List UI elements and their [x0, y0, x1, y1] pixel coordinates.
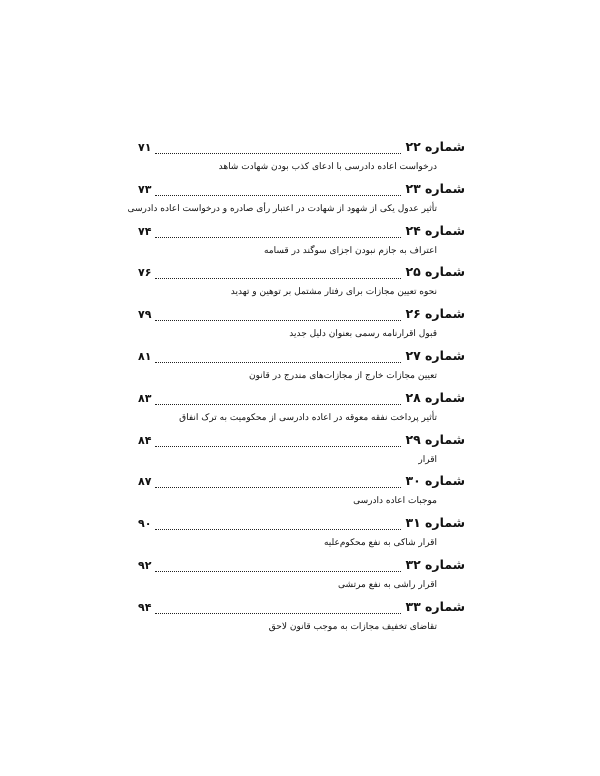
toc-entry[interactable] — [127, 180, 465, 223]
toc-entry[interactable] — [138, 223, 465, 265]
entry-number: شماره ۳۱ — [405, 515, 465, 531]
entry-number: شماره ۲۹ — [405, 431, 465, 447]
page-number: ۷۹ — [138, 308, 152, 322]
page-number: ۷۱ — [138, 141, 152, 154]
page-number: ۷۳ — [138, 182, 152, 196]
entry-title: اقرار راشی به نفع مرتشی — [338, 579, 437, 590]
entry-number: شماره ۲۸ — [405, 389, 465, 405]
page-number: ۹۰ — [138, 517, 152, 531]
toc-entry[interactable] — [138, 306, 465, 348]
dot-leader — [155, 529, 401, 530]
dot-leader — [155, 404, 401, 405]
entry-number: شماره ۲۵ — [405, 264, 465, 280]
entry-title: اقرار — [418, 454, 437, 465]
page-number: ۷۴ — [138, 224, 152, 238]
entry-number: شماره ۳۲ — [405, 556, 465, 572]
dot-leader — [155, 362, 401, 363]
page-number: ۷۶ — [138, 266, 152, 280]
entry-number: شماره ۲۶ — [405, 306, 465, 322]
page-number: ۸۴ — [138, 433, 152, 447]
entry-number: شماره ۳۰ — [405, 473, 465, 489]
entry-number: شماره ۲۳ — [405, 180, 465, 196]
entry-title: درخواست اعاده دادرسی با ادعای کذب بودن شهادت شاهد — [218, 162, 437, 172]
entry-title: تأثیر پرداخت نفقه معوقه در اعاده دادرسی از محکومیت به ترک انفاق — [179, 412, 437, 423]
toc-entry[interactable] — [138, 432, 465, 474]
dot-leader — [155, 195, 401, 196]
entry-title: موجبات اعاده دادرسی — [353, 496, 437, 507]
page-number: ۹۲ — [138, 558, 152, 572]
entry-title: تعیین مجازات خارج از مجازات‌های مندرج در قانون — [249, 370, 437, 381]
dot-leader — [155, 446, 401, 447]
entry-title: قبول اقرارنامه رسمی بعنوان دلیل جدید — [289, 329, 437, 340]
entry-number: شماره ۲۷ — [405, 347, 465, 363]
entry-title: نحوه تعیین مجازات برای رفتار مشتمل بر توهین و تهدید — [230, 287, 437, 298]
toc-entry[interactable] — [138, 139, 465, 181]
toc-entry[interactable] — [138, 264, 465, 306]
toc-entry[interactable] — [138, 473, 465, 515]
entry-number: شماره ۳۳ — [405, 598, 465, 614]
toc-entry[interactable] — [138, 348, 465, 390]
entry-title: تقاضای تخفیف مجازات به موجب قانون لاحق — [268, 621, 437, 632]
toc-entry[interactable] — [138, 557, 465, 599]
dot-leader — [155, 153, 401, 154]
page-number: ۸۳ — [138, 391, 152, 405]
dot-leader — [155, 571, 401, 572]
entry-title: اعتراف به جازم نبودن اجزای سوگند در قسامه — [263, 245, 437, 256]
dot-leader — [155, 278, 401, 279]
entry-number: شماره ۲۲ — [405, 139, 465, 154]
page-number: ۹۴ — [138, 600, 152, 614]
entry-title: اقرار شاکی به نفع محکوم‌علیه — [323, 538, 437, 549]
table-of-contents — [127, 139, 465, 641]
dot-leader — [155, 613, 401, 614]
page-number: ۸۱ — [138, 349, 152, 363]
dot-leader — [155, 237, 401, 238]
dot-leader — [155, 320, 401, 321]
entry-number: شماره ۲۴ — [405, 222, 465, 238]
toc-entry[interactable] — [138, 599, 465, 641]
toc-entry[interactable] — [138, 390, 465, 432]
toc-entry[interactable] — [138, 515, 465, 557]
entry-title: تأثیر عدول یکی از شهود از شهادت در اعتبار رأی صادره و درخواست اعاده دادرسی — [127, 203, 437, 214]
page-number: ۸۷ — [138, 475, 152, 489]
dot-leader — [155, 487, 401, 488]
